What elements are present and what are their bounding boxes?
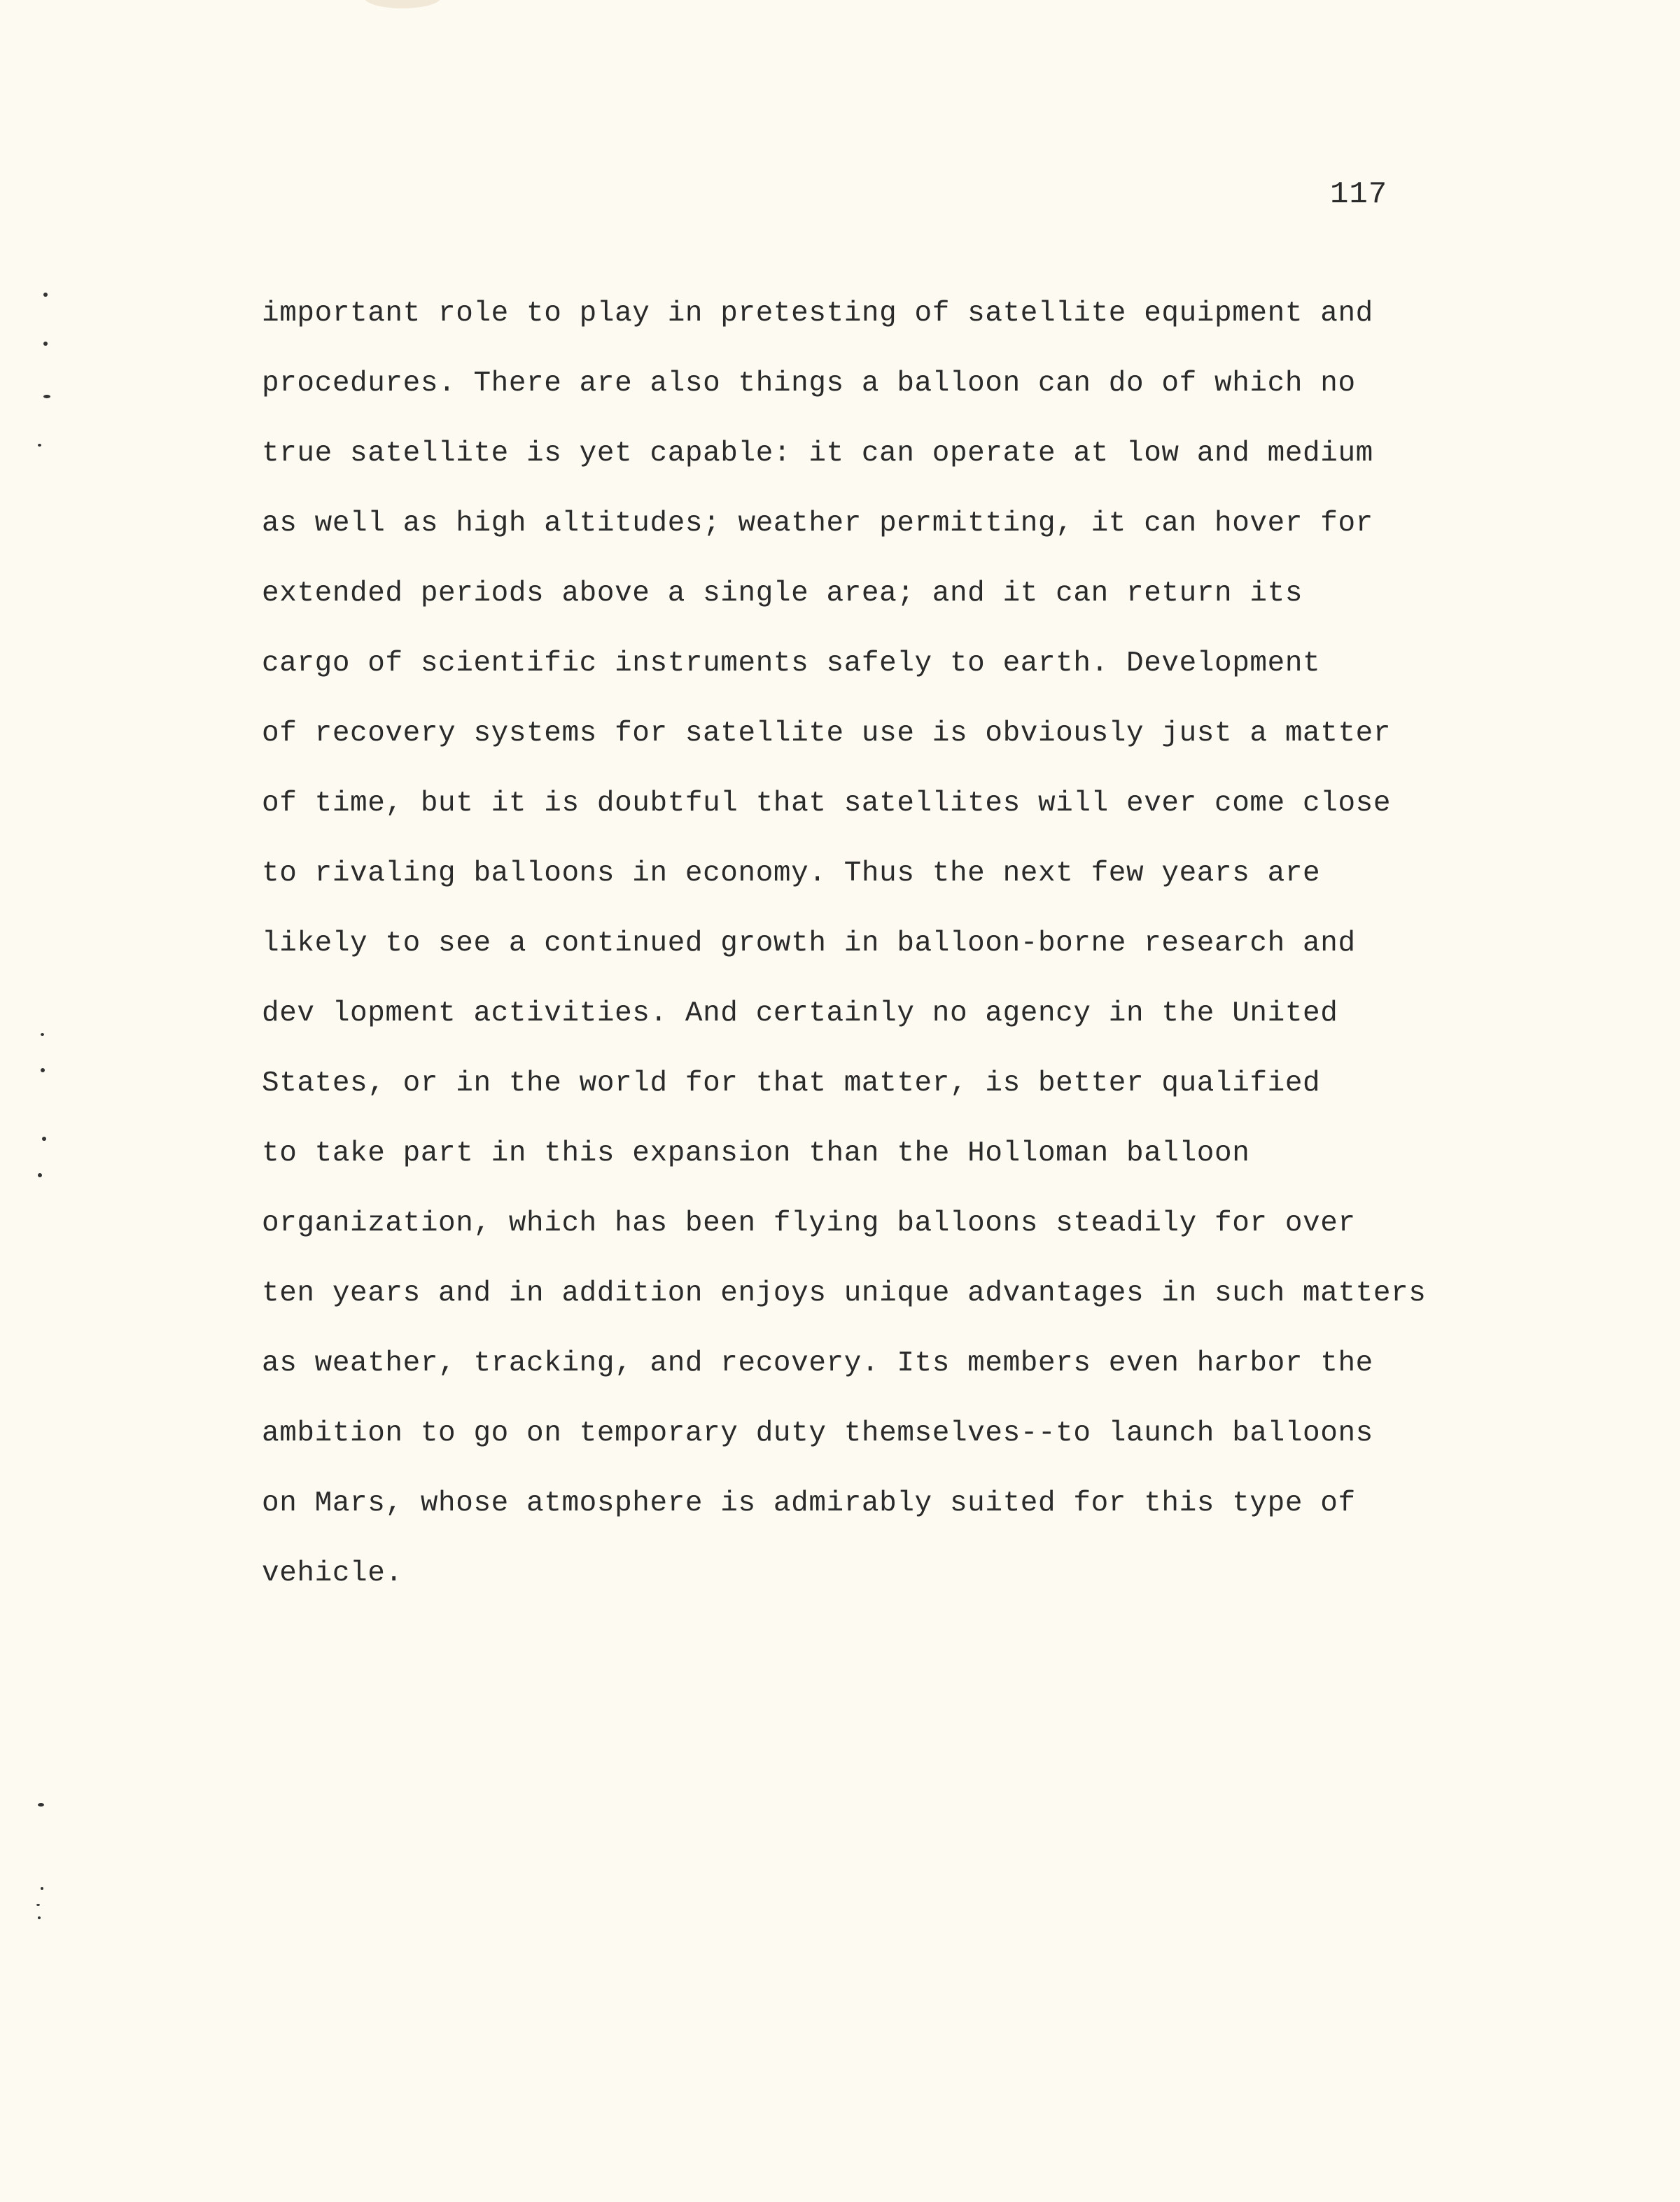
text-line: vehicle. xyxy=(262,1557,403,1590)
text-line: important role to play in pretesting of satellite equipment and xyxy=(262,297,1373,330)
text-line: as weather, tracking, and recovery. Its members even harbor the xyxy=(262,1347,1373,1380)
margin-mark xyxy=(42,1137,46,1141)
text-line: ambition to go on temporary duty themselves--to launch balloons xyxy=(262,1417,1373,1450)
text-line: of recovery systems for satellite use is obviously just a matter xyxy=(262,717,1392,750)
paper-stain xyxy=(364,0,441,8)
body-paragraph xyxy=(262,279,1452,1608)
margin-mark xyxy=(36,1904,40,1906)
text-line: to take part in this expansion than the Holloman balloon xyxy=(262,1137,1250,1170)
text-line: cargo of scientific instruments safely to earth. Development xyxy=(262,647,1321,680)
margin-mark xyxy=(38,1916,41,1919)
margin-mark xyxy=(38,444,41,447)
margin-mark xyxy=(43,342,48,346)
text-line: true satellite is yet capable: it can operate at low and medium xyxy=(262,437,1373,470)
margin-mark xyxy=(43,395,50,398)
page-number: 117 xyxy=(1330,177,1388,212)
text-line: procedures. There are also things a balloon can do of which no xyxy=(262,367,1356,400)
text-line: of time, but it is doubtful that satellites will ever come close xyxy=(262,787,1392,820)
margin-mark xyxy=(41,1887,43,1890)
text-line: as well as high altitudes; weather permitting, it can hover for xyxy=(262,507,1373,540)
text-line: organization, which has been flying balloons steadily for over xyxy=(262,1207,1356,1240)
text-line: ten years and in addition enjoys unique advantages in such matters xyxy=(262,1277,1427,1310)
margin-mark xyxy=(41,1033,44,1036)
margin-mark xyxy=(38,1803,44,1807)
margin-mark xyxy=(38,1173,42,1177)
text-line: to rivaling balloons in economy. Thus the next few years are xyxy=(262,857,1321,890)
text-line: likely to see a continued growth in balloon-borne research and xyxy=(262,927,1356,960)
text-line: extended periods above a single area; and it can return its xyxy=(262,577,1303,610)
text-line: States, or in the world for that matter, is better qualified xyxy=(262,1067,1321,1100)
margin-mark xyxy=(43,293,48,297)
margin-mark xyxy=(41,1068,45,1072)
text-line: on Mars, whose atmosphere is admirably suited for this type of xyxy=(262,1487,1356,1520)
text-line: dev lopment activities. And certainly no agency in the United xyxy=(262,997,1338,1030)
